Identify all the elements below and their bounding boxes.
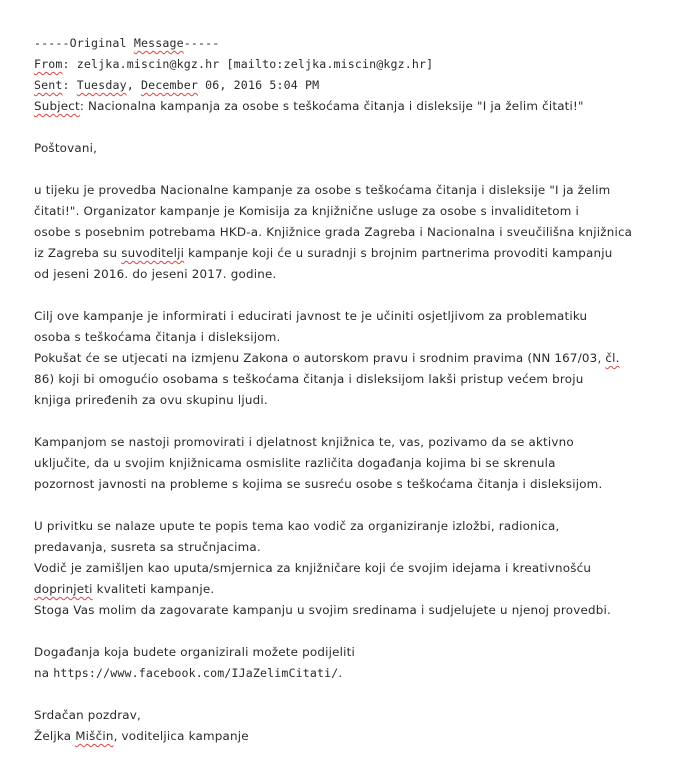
misspelled-word: suvoditelji — [121, 246, 185, 260]
text-span: Željka — [34, 729, 76, 743]
paragraph-4 — [34, 516, 674, 621]
sent-label: Sent — [34, 78, 63, 92]
paragraph-line — [34, 243, 674, 264]
spacer — [34, 285, 674, 306]
email-message — [34, 33, 674, 747]
spacer — [34, 495, 674, 516]
paragraph-line: od jeseni 2016. do jeseni 2017. godine. — [34, 267, 277, 281]
misspelled-word: doprinjeti — [34, 582, 93, 596]
subject-label: Subject — [34, 99, 80, 113]
paragraph-line: uključite, da u svojim knjižnicama osmislite različita događanja kojima bi se skrenula — [34, 456, 556, 470]
signature — [34, 726, 674, 747]
spacer — [34, 684, 674, 705]
sent-sep2: , — [126, 78, 141, 92]
paragraph-line — [34, 663, 674, 684]
paragraph-3 — [34, 432, 674, 495]
paragraph-2 — [34, 306, 674, 411]
paragraph-line: U privitku se nalaze upute te popis tema kao vodič za organiziranje izložbi, radionica, — [34, 519, 560, 533]
spacer — [34, 117, 674, 138]
paragraph-5 — [34, 642, 674, 684]
text-span: na — [34, 666, 54, 680]
text-span: kampanje koji će u suradnji s brojnim partnerima provoditi kampanju — [184, 246, 613, 260]
sent-date-rest: 06, 2016 5:04 PM — [198, 78, 320, 92]
spacer — [34, 621, 674, 642]
subject-line — [34, 96, 674, 117]
from-line — [34, 54, 674, 75]
sent-line — [34, 75, 674, 96]
closing: Srdačan pozdrav, — [34, 708, 142, 722]
text-span: , voditeljica kampanje — [113, 729, 249, 743]
paragraph-1 — [34, 180, 674, 285]
paragraph-line: osobe s posebnim potrebama HKD-a. Knjižnice grada Zagreba i Nacionalna i sveučilišna knjižnica — [34, 225, 633, 239]
paragraph-line: Događanja koja budete organizirali možete podijeliti — [34, 645, 355, 659]
sent-day: Tuesday — [76, 78, 127, 92]
paragraph-line: Vodič je zamišljen kao uputa/smjernica za knjižničare koji će svojim idejama i kreativnošću — [34, 561, 592, 575]
paragraph-line: predavanja, susreta sa stručnjacima. — [34, 540, 261, 554]
sent-sep: : — [62, 78, 77, 92]
paragraph-line: Cilj ove kampanje je informirati i educirati javnost te je učiniti osjetljivom za problematiku — [34, 309, 588, 323]
misspelled-word: čl. — [605, 351, 620, 365]
original-message-line — [34, 33, 674, 54]
facebook-link[interactable]: https://www.facebook.com/IJaZelimCitati/ — [53, 666, 339, 680]
spacer — [34, 159, 674, 180]
paragraph-line — [34, 579, 674, 600]
paragraph-line: 86) koji bi omogućio osobama s teškoćama čitanja i disleksijom lakši pristup većem broju — [34, 372, 584, 386]
text-span: kvaliteti kampanje. — [92, 582, 215, 596]
paragraph-line: u tijeku je provedba Nacionalne kampanje za osobe s teškoćama čitanja i disleksije "I ja želim — [34, 183, 611, 197]
misspelled-word: Miščin — [75, 729, 114, 743]
greeting: Poštovani, — [34, 141, 98, 155]
sent-month: December — [140, 78, 199, 92]
paragraph-line: knjiga priređenih za ovu skupinu ljudi. — [34, 393, 268, 407]
text-span: . — [338, 666, 343, 680]
original-prefix: -----Original — [34, 36, 134, 50]
paragraph-line: Kampanjom se nastoji promovirati i djelatnost knjižnica te, vas, pozivamo da se aktivno — [34, 435, 574, 449]
spacer — [34, 411, 674, 432]
text-span: iz Zagreba su — [34, 246, 122, 260]
paragraph-line: osoba s teškoćama čitanja i disleksijom. — [34, 330, 281, 344]
original-word: Message — [133, 36, 184, 50]
paragraph-line: pozornost javnosti na probleme s kojima se susreću osobe s teškoćama čitanja i disleksijom. — [34, 477, 603, 491]
paragraph-line — [34, 348, 674, 369]
paragraph-line: čitati!". Organizator kampanje je Komisija za knjižnične usluge za osobe s invaliditetom i — [34, 204, 580, 218]
from-value: : zeljka.miscin@kgz.hr [mailto:zeljka.miscin@kgz.hr] — [62, 57, 434, 71]
paragraph-line: Stoga Vas molim da zagovarate kampanju u svojim sredinama i sudjelujete u njenoj provedbi. — [34, 603, 611, 617]
from-label: From — [34, 57, 63, 71]
original-suffix: ----- — [183, 36, 220, 50]
text-span: Pokušat će se utjecati na izmjenu Zakona o autorskom pravu i srodnim pravima (NN 167/03, — [34, 351, 606, 365]
subject-value: : Nacionalna kampanja za osobe s teškoćama čitanja i disleksije "I ja želim čitati!" — [79, 99, 584, 113]
